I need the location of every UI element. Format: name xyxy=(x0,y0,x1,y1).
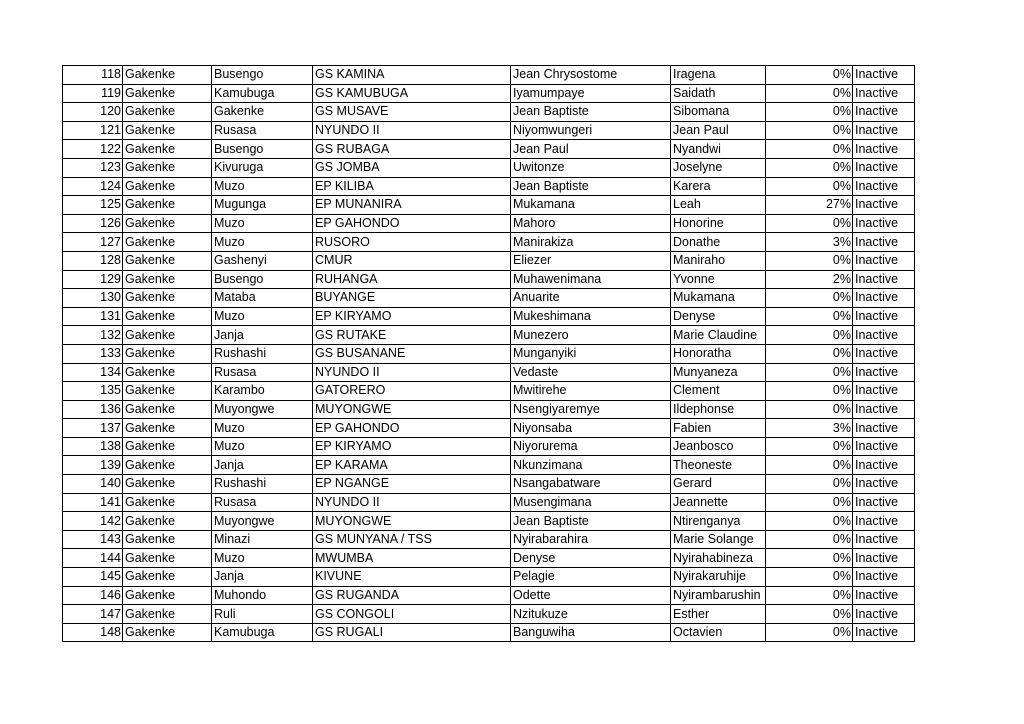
cell-status: Inactive xyxy=(853,623,915,642)
table-row xyxy=(63,196,915,215)
cell-number: 139 xyxy=(63,456,123,475)
cell-school: EP NGANGE xyxy=(313,475,511,494)
table-row xyxy=(63,456,915,475)
cell-school: GS RUBAGA xyxy=(313,140,511,159)
cell-number: 125 xyxy=(63,196,123,215)
cell-district: Gakenke xyxy=(123,512,212,531)
cell-school: GS BUSANANE xyxy=(313,344,511,363)
cell-status: Inactive xyxy=(853,121,915,140)
cell-last-name: Munyaneza xyxy=(671,363,766,382)
cell-district: Gakenke xyxy=(123,493,212,512)
cell-school: GS RUGANDA xyxy=(313,586,511,605)
cell-percent: 2% xyxy=(766,270,853,289)
cell-first-name: Banguwiha xyxy=(511,623,671,642)
table-row xyxy=(63,568,915,587)
cell-number: 135 xyxy=(63,382,123,401)
cell-district: Gakenke xyxy=(123,270,212,289)
cell-percent: 27% xyxy=(766,196,853,215)
cell-number: 127 xyxy=(63,233,123,252)
cell-status: Inactive xyxy=(853,549,915,568)
table-row xyxy=(63,344,915,363)
cell-last-name: Karera xyxy=(671,177,766,196)
cell-first-name: Muhawenimana xyxy=(511,270,671,289)
cell-sector: Rushashi xyxy=(212,344,313,363)
cell-last-name: Iragena xyxy=(671,66,766,85)
cell-percent: 0% xyxy=(766,214,853,233)
cell-first-name: Niyonsaba xyxy=(511,419,671,438)
cell-district: Gakenke xyxy=(123,382,212,401)
cell-number: 141 xyxy=(63,493,123,512)
cell-status: Inactive xyxy=(853,158,915,177)
cell-percent: 3% xyxy=(766,233,853,252)
cell-last-name: Marie Solange xyxy=(671,530,766,549)
cell-number: 129 xyxy=(63,270,123,289)
table-row xyxy=(63,121,915,140)
cell-district: Gakenke xyxy=(123,121,212,140)
cell-first-name: Mahoro xyxy=(511,214,671,233)
cell-first-name: Odette xyxy=(511,586,671,605)
cell-sector: Muzo xyxy=(212,177,313,196)
cell-percent: 0% xyxy=(766,586,853,605)
table-row xyxy=(63,233,915,252)
cell-percent: 0% xyxy=(766,103,853,122)
cell-district: Gakenke xyxy=(123,251,212,270)
cell-last-name: Donathe xyxy=(671,233,766,252)
cell-sector: Kamubuga xyxy=(212,84,313,103)
table-row xyxy=(63,214,915,233)
cell-last-name: Jeanbosco xyxy=(671,437,766,456)
cell-sector: Muyongwe xyxy=(212,400,313,419)
cell-school: GS JOMBA xyxy=(313,158,511,177)
cell-district: Gakenke xyxy=(123,233,212,252)
cell-number: 148 xyxy=(63,623,123,642)
cell-school: MUYONGWE xyxy=(313,512,511,531)
cell-first-name: Manirakiza xyxy=(511,233,671,252)
cell-number: 136 xyxy=(63,400,123,419)
cell-last-name: Theoneste xyxy=(671,456,766,475)
cell-last-name: Nyandwi xyxy=(671,140,766,159)
cell-district: Gakenke xyxy=(123,307,212,326)
cell-percent: 0% xyxy=(766,493,853,512)
cell-status: Inactive xyxy=(853,512,915,531)
cell-status: Inactive xyxy=(853,437,915,456)
cell-first-name: Nsangabatware xyxy=(511,475,671,494)
cell-school: GS MUNYANA / TSS xyxy=(313,530,511,549)
cell-number: 145 xyxy=(63,568,123,587)
cell-last-name: Jean Paul xyxy=(671,121,766,140)
cell-sector: Rusasa xyxy=(212,363,313,382)
table-row xyxy=(63,493,915,512)
cell-school: EP MUNANIRA xyxy=(313,196,511,215)
cell-last-name: Saidath xyxy=(671,84,766,103)
cell-district: Gakenke xyxy=(123,586,212,605)
cell-first-name: Mukamana xyxy=(511,196,671,215)
cell-school: MUYONGWE xyxy=(313,400,511,419)
table-row xyxy=(63,437,915,456)
cell-sector: Busengo xyxy=(212,66,313,85)
cell-first-name: Nzitukuze xyxy=(511,605,671,624)
cell-last-name: Leah xyxy=(671,196,766,215)
cell-school: RUHANGA xyxy=(313,270,511,289)
cell-last-name: Sibomana xyxy=(671,103,766,122)
cell-last-name: Gerard xyxy=(671,475,766,494)
cell-first-name: Vedaste xyxy=(511,363,671,382)
cell-sector: Mugunga xyxy=(212,196,313,215)
table-body xyxy=(63,66,915,642)
cell-status: Inactive xyxy=(853,344,915,363)
table-row xyxy=(63,382,915,401)
cell-first-name: Mwitirehe xyxy=(511,382,671,401)
cell-school: GS MUSAVE xyxy=(313,103,511,122)
cell-status: Inactive xyxy=(853,493,915,512)
cell-first-name: Jean Baptiste xyxy=(511,512,671,531)
cell-number: 140 xyxy=(63,475,123,494)
table-row xyxy=(63,549,915,568)
cell-number: 133 xyxy=(63,344,123,363)
cell-sector: Kivuruga xyxy=(212,158,313,177)
cell-percent: 0% xyxy=(766,437,853,456)
cell-status: Inactive xyxy=(853,270,915,289)
cell-number: 137 xyxy=(63,419,123,438)
cell-district: Gakenke xyxy=(123,400,212,419)
cell-number: 138 xyxy=(63,437,123,456)
cell-district: Gakenke xyxy=(123,605,212,624)
cell-sector: Janja xyxy=(212,456,313,475)
cell-sector: Muzo xyxy=(212,214,313,233)
cell-first-name: Pelagie xyxy=(511,568,671,587)
cell-district: Gakenke xyxy=(123,623,212,642)
table-row xyxy=(63,623,915,642)
cell-number: 144 xyxy=(63,549,123,568)
cell-sector: Ruli xyxy=(212,605,313,624)
cell-district: Gakenke xyxy=(123,437,212,456)
cell-number: 121 xyxy=(63,121,123,140)
table-row xyxy=(63,419,915,438)
cell-last-name: Esther xyxy=(671,605,766,624)
cell-first-name: Jean Baptiste xyxy=(511,177,671,196)
cell-first-name: Munezero xyxy=(511,326,671,345)
table-row xyxy=(63,605,915,624)
cell-last-name: Nyirambarushin xyxy=(671,586,766,605)
cell-percent: 0% xyxy=(766,623,853,642)
table-row xyxy=(63,84,915,103)
table-row xyxy=(63,177,915,196)
cell-last-name: Yvonne xyxy=(671,270,766,289)
table-row xyxy=(63,66,915,85)
cell-percent: 0% xyxy=(766,121,853,140)
cell-first-name: Eliezer xyxy=(511,251,671,270)
cell-number: 147 xyxy=(63,605,123,624)
table-row xyxy=(63,363,915,382)
cell-status: Inactive xyxy=(853,586,915,605)
cell-first-name: Jean Baptiste xyxy=(511,103,671,122)
cell-number: 119 xyxy=(63,84,123,103)
cell-percent: 0% xyxy=(766,177,853,196)
cell-sector: Busengo xyxy=(212,270,313,289)
cell-last-name: Ntirenganya xyxy=(671,512,766,531)
cell-school: GS KAMINA xyxy=(313,66,511,85)
cell-number: 134 xyxy=(63,363,123,382)
cell-number: 146 xyxy=(63,586,123,605)
cell-school: GS RUTAKE xyxy=(313,326,511,345)
cell-sector: Gakenke xyxy=(212,103,313,122)
cell-district: Gakenke xyxy=(123,326,212,345)
cell-first-name: Nkunzimana xyxy=(511,456,671,475)
cell-percent: 0% xyxy=(766,512,853,531)
cell-district: Gakenke xyxy=(123,419,212,438)
cell-school: CMUR xyxy=(313,251,511,270)
table-row xyxy=(63,586,915,605)
cell-school: EP KIRYAMO xyxy=(313,437,511,456)
cell-percent: 0% xyxy=(766,605,853,624)
table-row xyxy=(63,103,915,122)
cell-percent: 0% xyxy=(766,382,853,401)
cell-district: Gakenke xyxy=(123,456,212,475)
table-row xyxy=(63,158,915,177)
cell-number: 142 xyxy=(63,512,123,531)
cell-percent: 0% xyxy=(766,363,853,382)
cell-school: EP KARAMA xyxy=(313,456,511,475)
cell-number: 124 xyxy=(63,177,123,196)
cell-last-name: Maniraho xyxy=(671,251,766,270)
table-row xyxy=(63,140,915,159)
cell-status: Inactive xyxy=(853,66,915,85)
table-row xyxy=(63,512,915,531)
cell-status: Inactive xyxy=(853,84,915,103)
cell-status: Inactive xyxy=(853,177,915,196)
cell-status: Inactive xyxy=(853,382,915,401)
cell-sector: Rusasa xyxy=(212,121,313,140)
table-row xyxy=(63,326,915,345)
cell-status: Inactive xyxy=(853,530,915,549)
cell-last-name: Octavien xyxy=(671,623,766,642)
cell-district: Gakenke xyxy=(123,66,212,85)
cell-number: 130 xyxy=(63,289,123,308)
cell-school: EP KILIBA xyxy=(313,177,511,196)
cell-first-name: Jean Paul xyxy=(511,140,671,159)
cell-percent: 0% xyxy=(766,400,853,419)
cell-school: EP GAHONDO xyxy=(313,214,511,233)
cell-sector: Janja xyxy=(212,568,313,587)
cell-percent: 3% xyxy=(766,419,853,438)
cell-sector: Muhondo xyxy=(212,586,313,605)
cell-sector: Janja xyxy=(212,326,313,345)
cell-district: Gakenke xyxy=(123,530,212,549)
cell-school: NYUNDO II xyxy=(313,493,511,512)
table-row xyxy=(63,251,915,270)
cell-status: Inactive xyxy=(853,196,915,215)
table-row xyxy=(63,400,915,419)
cell-district: Gakenke xyxy=(123,103,212,122)
cell-sector: Mataba xyxy=(212,289,313,308)
cell-last-name: Honorine xyxy=(671,214,766,233)
cell-status: Inactive xyxy=(853,419,915,438)
cell-first-name: Uwitonze xyxy=(511,158,671,177)
cell-status: Inactive xyxy=(853,214,915,233)
cell-sector: Muzo xyxy=(212,419,313,438)
cell-first-name: Nsengiyaremye xyxy=(511,400,671,419)
table-row xyxy=(63,307,915,326)
data-table xyxy=(62,65,915,642)
cell-district: Gakenke xyxy=(123,158,212,177)
cell-number: 122 xyxy=(63,140,123,159)
cell-status: Inactive xyxy=(853,475,915,494)
cell-first-name: Musengimana xyxy=(511,493,671,512)
cell-status: Inactive xyxy=(853,400,915,419)
cell-last-name: Nyirahabineza xyxy=(671,549,766,568)
cell-number: 123 xyxy=(63,158,123,177)
table-row xyxy=(63,530,915,549)
cell-first-name: Nyirabarahira xyxy=(511,530,671,549)
cell-school: RUSORO xyxy=(313,233,511,252)
cell-percent: 0% xyxy=(766,326,853,345)
cell-percent: 0% xyxy=(766,66,853,85)
cell-district: Gakenke xyxy=(123,568,212,587)
cell-status: Inactive xyxy=(853,103,915,122)
cell-school: GS CONGOLI xyxy=(313,605,511,624)
cell-last-name: Nyirakaruhije xyxy=(671,568,766,587)
cell-last-name: Clement xyxy=(671,382,766,401)
cell-district: Gakenke xyxy=(123,289,212,308)
cell-status: Inactive xyxy=(853,456,915,475)
cell-status: Inactive xyxy=(853,289,915,308)
cell-school: KIVUNE xyxy=(313,568,511,587)
cell-school: GS KAMUBUGA xyxy=(313,84,511,103)
cell-district: Gakenke xyxy=(123,196,212,215)
cell-first-name: Jean Chrysostome xyxy=(511,66,671,85)
cell-first-name: Mukeshimana xyxy=(511,307,671,326)
cell-school: BUYANGE xyxy=(313,289,511,308)
table-row xyxy=(63,270,915,289)
cell-first-name: Niyomwungeri xyxy=(511,121,671,140)
cell-district: Gakenke xyxy=(123,363,212,382)
cell-school: EP GAHONDO xyxy=(313,419,511,438)
cell-percent: 0% xyxy=(766,568,853,587)
cell-district: Gakenke xyxy=(123,214,212,233)
cell-first-name: Denyse xyxy=(511,549,671,568)
cell-sector: Muzo xyxy=(212,437,313,456)
cell-school: GATORERO xyxy=(313,382,511,401)
cell-status: Inactive xyxy=(853,251,915,270)
cell-percent: 0% xyxy=(766,530,853,549)
cell-first-name: Anuarite xyxy=(511,289,671,308)
cell-district: Gakenke xyxy=(123,84,212,103)
cell-status: Inactive xyxy=(853,307,915,326)
table-row xyxy=(63,475,915,494)
cell-district: Gakenke xyxy=(123,177,212,196)
cell-percent: 0% xyxy=(766,289,853,308)
cell-status: Inactive xyxy=(853,605,915,624)
cell-number: 132 xyxy=(63,326,123,345)
cell-last-name: Honoratha xyxy=(671,344,766,363)
table-row xyxy=(63,289,915,308)
cell-number: 118 xyxy=(63,66,123,85)
cell-school: NYUNDO II xyxy=(313,363,511,382)
cell-status: Inactive xyxy=(853,140,915,159)
cell-district: Gakenke xyxy=(123,344,212,363)
cell-first-name: Niyorurema xyxy=(511,437,671,456)
cell-number: 128 xyxy=(63,251,123,270)
cell-last-name: Denyse xyxy=(671,307,766,326)
cell-percent: 0% xyxy=(766,549,853,568)
cell-last-name: Jeannette xyxy=(671,493,766,512)
cell-school: EP KIRYAMO xyxy=(313,307,511,326)
cell-sector: Karambo xyxy=(212,382,313,401)
cell-percent: 0% xyxy=(766,84,853,103)
cell-sector: Kamubuga xyxy=(212,623,313,642)
cell-school: MWUMBA xyxy=(313,549,511,568)
cell-percent: 0% xyxy=(766,344,853,363)
cell-status: Inactive xyxy=(853,326,915,345)
cell-status: Inactive xyxy=(853,568,915,587)
cell-district: Gakenke xyxy=(123,549,212,568)
cell-percent: 0% xyxy=(766,140,853,159)
cell-last-name: Mukamana xyxy=(671,289,766,308)
cell-number: 120 xyxy=(63,103,123,122)
cell-percent: 0% xyxy=(766,307,853,326)
cell-last-name: Fabien xyxy=(671,419,766,438)
cell-percent: 0% xyxy=(766,158,853,177)
cell-last-name: Joselyne xyxy=(671,158,766,177)
cell-status: Inactive xyxy=(853,233,915,252)
cell-district: Gakenke xyxy=(123,475,212,494)
cell-sector: Gashenyi xyxy=(212,251,313,270)
cell-percent: 0% xyxy=(766,251,853,270)
cell-school: GS RUGALI xyxy=(313,623,511,642)
cell-sector: Rusasa xyxy=(212,493,313,512)
cell-sector: Muzo xyxy=(212,233,313,252)
cell-school: NYUNDO II xyxy=(313,121,511,140)
cell-sector: Muzo xyxy=(212,549,313,568)
cell-first-name: Munganyiki xyxy=(511,344,671,363)
cell-sector: Rushashi xyxy=(212,475,313,494)
cell-status: Inactive xyxy=(853,363,915,382)
cell-number: 131 xyxy=(63,307,123,326)
cell-percent: 0% xyxy=(766,456,853,475)
cell-last-name: Marie Claudine xyxy=(671,326,766,345)
cell-sector: Muzo xyxy=(212,307,313,326)
cell-number: 143 xyxy=(63,530,123,549)
cell-percent: 0% xyxy=(766,475,853,494)
cell-number: 126 xyxy=(63,214,123,233)
cell-sector: Busengo xyxy=(212,140,313,159)
cell-sector: Minazi xyxy=(212,530,313,549)
cell-last-name: Ildephonse xyxy=(671,400,766,419)
cell-sector: Muyongwe xyxy=(212,512,313,531)
cell-district: Gakenke xyxy=(123,140,212,159)
cell-first-name: Iyamumpaye xyxy=(511,84,671,103)
